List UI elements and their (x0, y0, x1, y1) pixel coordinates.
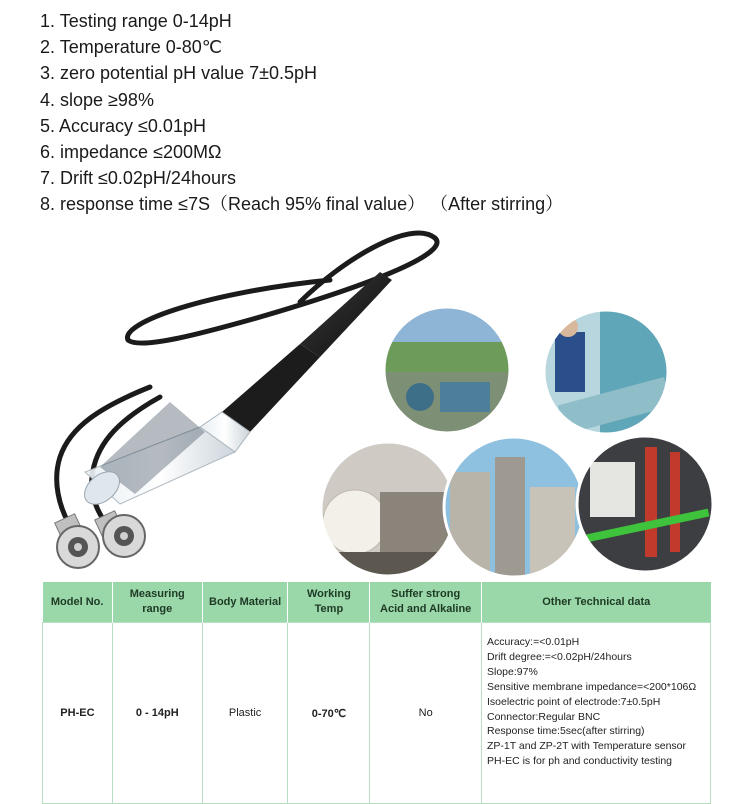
tech-line: Connector:Regular BNC (487, 710, 601, 723)
tech-line: Slope:97% (487, 665, 538, 678)
header-model: Model No. (43, 582, 113, 623)
table-row (43, 623, 711, 804)
tech-line: ZP-1T and ZP-2T with Temperature sensor (487, 740, 687, 753)
spec-item: 2. Temperature 0-80℃ (40, 37, 222, 58)
cell-temp: 0-70℃ (288, 623, 370, 804)
tech-line: Response time:5sec(after stirring) (487, 725, 645, 738)
spec-item: 4. slope ≥98% (40, 89, 154, 110)
spec-table (42, 582, 711, 804)
cell-range: 0 - 14pH (112, 623, 202, 804)
header-acid-line2: Acid and Alkaline (380, 603, 472, 615)
spec-item: 8. response time ≤7S（Reach 95% final value） （After stirring） (40, 194, 564, 215)
tech-line: PH-EC is for ph and conductivity testing (487, 755, 673, 768)
spec-item: 5. Accuracy ≤0.01pH (40, 115, 206, 136)
product-illustration (0, 222, 750, 582)
tech-line: Isoelectric point of electrode:7±0.5pH (487, 695, 661, 708)
header-range: Measuring range (112, 582, 202, 623)
spec-item: 3. zero potential pH value 7±0.5pH (40, 63, 318, 84)
spec-item: 6. impedance ≤200MΩ (40, 142, 222, 163)
header-acid (370, 582, 482, 623)
cell-model: PH-EC (43, 623, 113, 804)
spec-list (40, 8, 563, 218)
header-material: Body Material (202, 582, 288, 623)
bnc-connector (55, 514, 99, 568)
tech-line: Drift degree:=<0.02pH/24hours (487, 650, 632, 663)
header-temp: Working Temp (288, 582, 370, 623)
header-tech: Other Technical data (482, 582, 711, 623)
table-header-row (43, 582, 711, 623)
tech-line: Sensitive membrane impedance=<200*106Ω (487, 680, 697, 693)
spec-item: 7. Drift ≤0.02pH/24hours (40, 168, 236, 189)
cell-acid: No (370, 623, 482, 804)
tech-line: Accuracy:=<0.01pH (487, 636, 580, 648)
spec-item: 1. Testing range 0-14pH (40, 11, 232, 31)
cell-tech (482, 623, 711, 804)
application-photo-water-treatment (380, 302, 520, 442)
header-acid-line1: Suffer strong (391, 588, 461, 600)
cell-material: Plastic (202, 623, 288, 804)
bnc-connector (95, 511, 145, 557)
